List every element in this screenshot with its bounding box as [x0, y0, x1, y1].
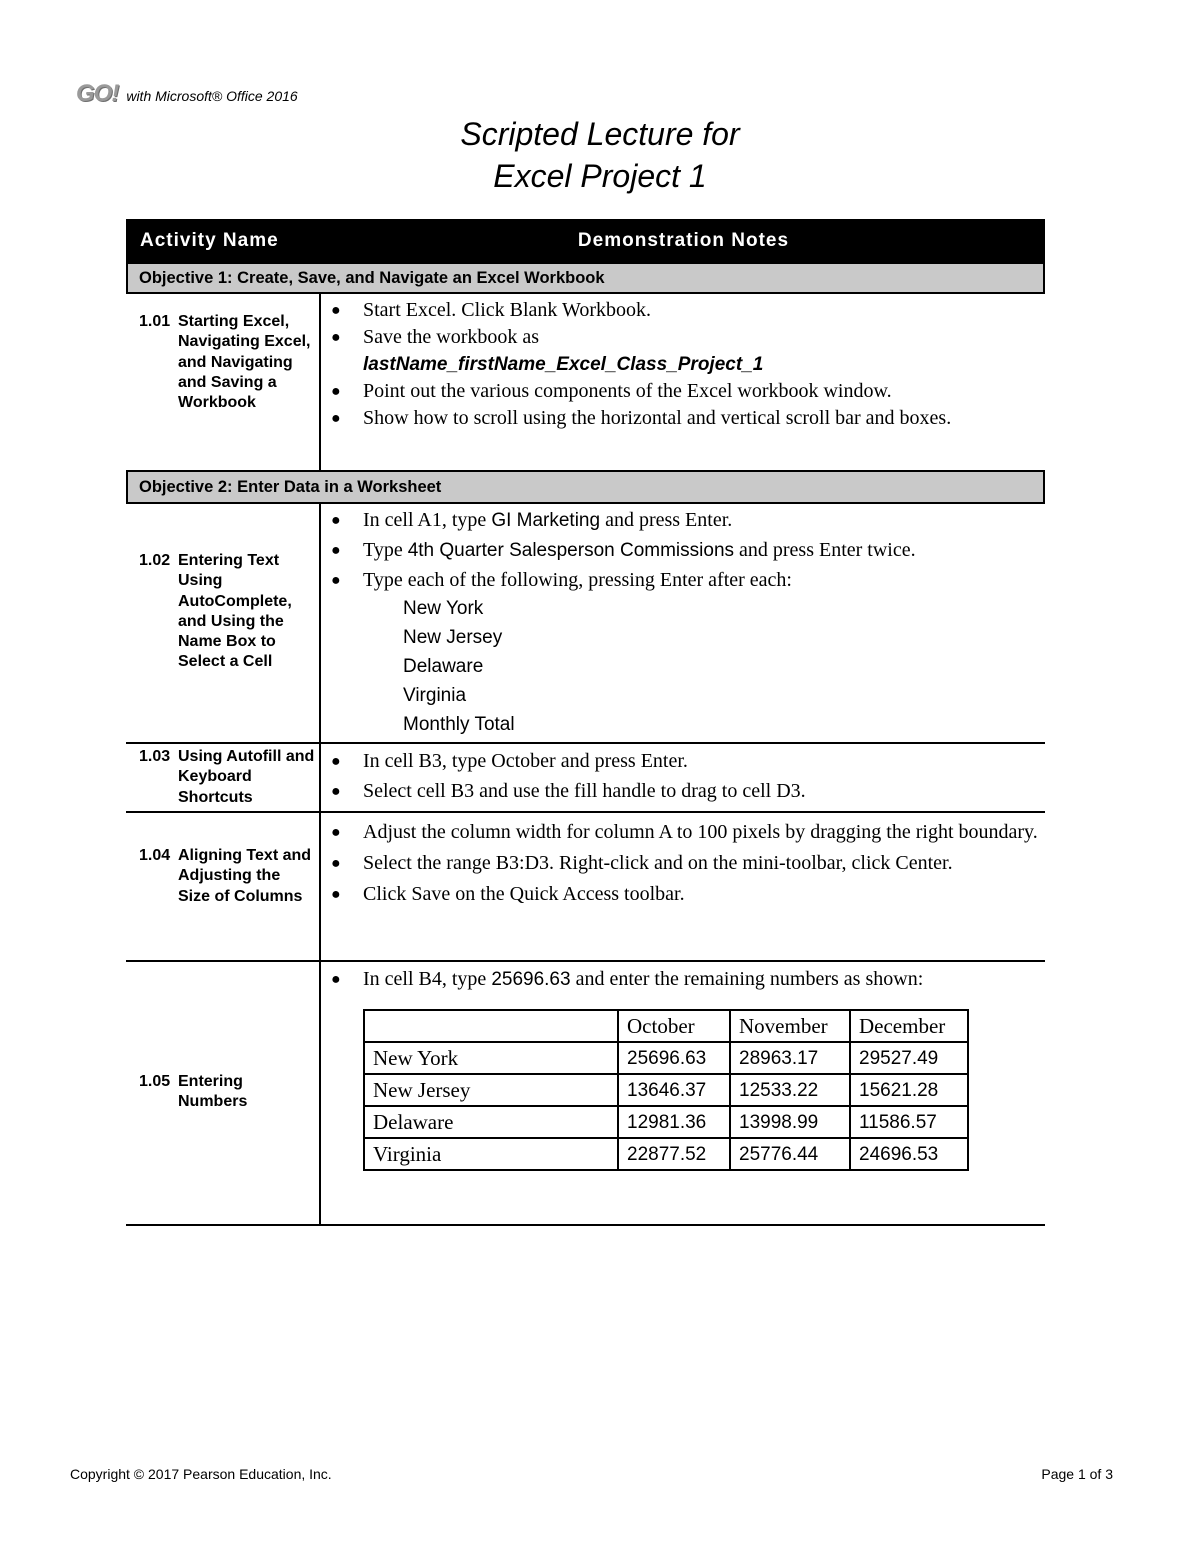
list-item: ● Save the workbook as lastName_firstName_Excel_Class_Project_1	[331, 324, 1045, 378]
objective-2-heading: Objective 2: Enter Data in a Worksheet	[126, 472, 1045, 504]
table-cell: December	[850, 1010, 968, 1042]
activity-number: 1.05	[139, 1073, 171, 1090]
bullet-icon: ●	[331, 753, 341, 770]
table-row	[364, 1138, 968, 1170]
demonstration-notes	[321, 744, 1045, 811]
bullet-icon: ●	[331, 824, 341, 841]
table-cell: 25776.44	[730, 1138, 850, 1170]
demonstration-notes	[321, 813, 1045, 960]
activity-name: Aligning Text and Adjusting the Size of Columns	[178, 847, 312, 905]
activity-name: Starting Excel, Navigating Excel, and Navigating and Saving a Workbook	[178, 313, 311, 412]
bullet-icon: ●	[331, 329, 341, 346]
table-cell: 28963.17	[730, 1042, 850, 1074]
document-header	[76, 80, 298, 108]
bullet-icon: ●	[331, 542, 341, 559]
table-cell: 24696.53	[850, 1138, 968, 1170]
list-item: ● Type each of the following, pressing Enter after each:	[331, 567, 1045, 594]
list-item: ● Start Excel. Click Blank Workbook.	[331, 297, 1045, 324]
column-header-activity: Activity Name	[140, 229, 279, 251]
activity-name: Entering Text Using AutoComplete, and Using the Name Box to Select a Cell	[178, 552, 292, 671]
list-item: ● Select the range B3:D3. Right-click and on the mini-toolbar, click Center.	[331, 850, 1045, 877]
list-item: ● In cell A1, type GI Marketing and press Enter.	[331, 507, 1045, 534]
numbers-table-header	[364, 1010, 968, 1042]
lecture-table	[126, 219, 1045, 1226]
list-item: ● Select cell B3 and use the fill handle to drag to cell D3.	[331, 778, 1045, 805]
bullet-icon: ●	[331, 512, 341, 529]
table-cell: 22877.52	[618, 1138, 730, 1170]
table-cell: 29527.49	[850, 1042, 968, 1074]
activity-name: Entering Numbers	[178, 1073, 248, 1111]
table-cell	[364, 1010, 618, 1042]
file-name: lastName_firstName_Excel_Class_Project_1	[363, 354, 764, 375]
table-row	[364, 1042, 968, 1074]
page-number: Page 1 of 3	[1041, 1466, 1113, 1482]
page-title	[0, 113, 1200, 197]
demonstration-notes	[321, 504, 1045, 742]
table-cell: Virginia	[364, 1138, 618, 1170]
activity-number: 1.03	[139, 748, 171, 765]
activity-name: Using Autofill and Keyboard Shortcuts	[178, 748, 315, 806]
table-row-1-02	[126, 504, 1045, 744]
go-logo: GO!	[76, 80, 119, 107]
table-cell: 13998.99	[730, 1106, 850, 1138]
table-cell: Delaware	[364, 1106, 618, 1138]
demonstration-notes	[321, 294, 1045, 470]
state-list-item: Virginia	[403, 685, 467, 706]
table-cell: New York	[364, 1042, 618, 1074]
state-list-item: Delaware	[403, 656, 484, 677]
table-row	[364, 1074, 968, 1106]
activity-number: 1.04	[139, 847, 171, 864]
list-item: ● Adjust the column width for column A to 100 pixels by dragging the right boundary.	[331, 819, 1045, 846]
table-cell: 12981.36	[618, 1106, 730, 1138]
bullet-icon: ●	[331, 572, 341, 589]
list-item: ● Point out the various components of the Excel workbook window.	[331, 378, 1045, 405]
list-item: ● In cell B3, type October and press Enter.	[331, 748, 1045, 775]
table-cell: 25696.63	[618, 1042, 730, 1074]
table-header	[126, 219, 1045, 262]
list-item: ● Click Save on the Quick Access toolbar.	[331, 881, 1045, 908]
bullet-icon: ●	[331, 383, 341, 400]
activity-number: 1.01	[139, 313, 171, 330]
bullet-icon: ●	[331, 410, 341, 427]
table-cell: 15621.28	[850, 1074, 968, 1106]
list-item: ● In cell B4, type 25696.63 and enter the remaining numbers as shown:	[331, 966, 1045, 993]
title-line-2: Excel Project 1	[493, 158, 707, 194]
table-cell: New Jersey	[364, 1074, 618, 1106]
list-item: ● Type 4th Quarter Salesperson Commissions and press Enter twice.	[331, 537, 1045, 564]
table-cell: 13646.37	[618, 1074, 730, 1106]
title-line-1: Scripted Lecture for	[460, 116, 740, 152]
bullet-icon: ●	[331, 855, 341, 872]
table-cell: October	[618, 1010, 730, 1042]
bullet-icon: ●	[331, 971, 341, 988]
table-row-1-04	[126, 813, 1045, 962]
column-header-notes: Demonstration Notes	[577, 229, 790, 251]
table-row-1-03	[126, 744, 1045, 813]
copyright: Copyright © 2017 Pearson Education, Inc.	[70, 1466, 332, 1482]
list-item: ● Show how to scroll using the horizontal and vertical scroll bar and boxes.	[331, 405, 1045, 432]
state-list-item: New Jersey	[403, 627, 503, 648]
table-cell: 11586.57	[850, 1106, 968, 1138]
bullet-icon: ●	[331, 886, 341, 903]
numbers-table	[363, 1009, 969, 1171]
demonstration-notes	[321, 962, 1045, 1224]
table-row-1-01	[126, 294, 1045, 472]
header-text: with Microsoft® Office 2016	[126, 88, 298, 104]
state-list-item: Monthly Total	[403, 714, 515, 735]
activity-number: 1.02	[139, 552, 171, 569]
table-cell: 12533.22	[730, 1074, 850, 1106]
state-list-item: New York	[403, 598, 484, 619]
table-cell: November	[730, 1010, 850, 1042]
bullet-icon: ●	[331, 783, 341, 800]
objective-1-heading: Objective 1: Create, Save, and Navigate an Excel Workbook	[126, 262, 1045, 294]
table-row-1-05	[126, 962, 1045, 1226]
bullet-icon: ●	[331, 302, 341, 319]
table-row	[364, 1106, 968, 1138]
